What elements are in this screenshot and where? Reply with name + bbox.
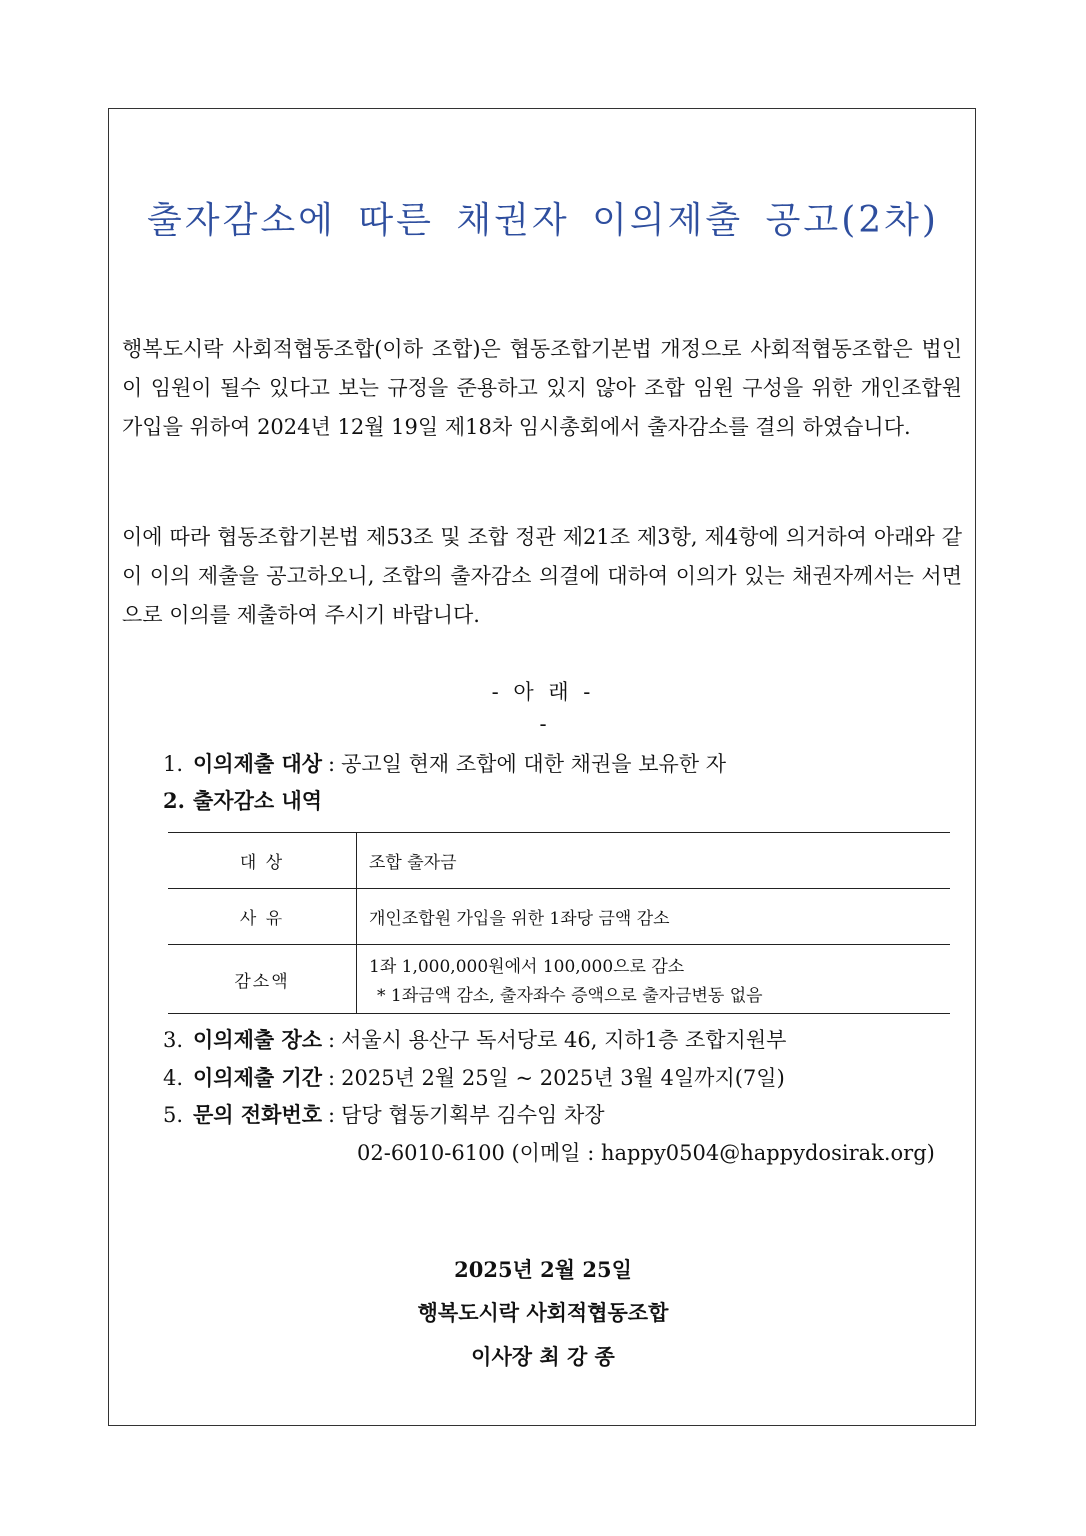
table-value-cell <box>357 945 951 1014</box>
table-row <box>168 945 950 1014</box>
table-key: 사 유 <box>168 889 357 945</box>
item-label: 이의제출 기간 <box>193 1065 323 1090</box>
item-value: 담당 협동기획부 김수임 차장 <box>341 1103 605 1127</box>
table-row <box>168 833 950 889</box>
item-separator: : <box>328 1028 336 1052</box>
item-separator: : <box>328 1066 336 1090</box>
table-key: 대 상 <box>168 833 357 889</box>
item-label: 문의 전화번호 <box>193 1102 323 1127</box>
item-objection-target <box>163 749 726 779</box>
table-key: 감소액 <box>168 945 357 1014</box>
notice-date: 2025년 2월 25일 <box>454 1257 632 1282</box>
objection-paragraph: 이에 따라 협동조합기본법 제53조 및 조합 정관 제21조 제3항, 제4항에 의거하여 아래와 같이 이의 제출을 공고하오니, 조합의 출자감소 의결에 대하여 이의가 있는 채권자께서는 서면으로 이의를 제출하여 주시기 바랍니다. <box>122 525 962 627</box>
item-objection-period <box>163 1063 785 1093</box>
item-number: 4. <box>163 1066 184 1090</box>
item-label: 출자감소 내역 <box>193 788 323 813</box>
table-note: * 1좌금액 감소, 출자좌수 증액으로 출자금변동 없음 <box>377 986 763 1006</box>
organization-name: 행복도시락 사회적협동조합 <box>417 1300 669 1325</box>
item-value: 2025년 2월 25일 ~ 2025년 3월 4일까지(7일) <box>341 1066 785 1090</box>
item-number: 5. <box>163 1103 184 1127</box>
item-contact <box>163 1100 605 1130</box>
item-value: 서울시 용산구 독서당로 46, 지하1층 조합지원부 <box>341 1028 787 1052</box>
item-objection-place <box>163 1025 786 1055</box>
item-reduction-details <box>163 786 322 816</box>
table-value: 1좌 1,000,000원에서 100,000으로 감소 <box>369 957 685 977</box>
table-row <box>168 889 950 945</box>
contact-phone-email: 02-6010-6100 (이메일 : happy0504@happydosirak.org) <box>357 1141 935 1165</box>
table-value: 개인조합원 가입을 위한 1좌당 금액 감소 <box>357 889 951 945</box>
item-separator: : <box>328 752 336 776</box>
item-number: 2. <box>163 788 185 813</box>
chairman-signature: 이사장 최 강 종 <box>471 1344 615 1369</box>
notice-title: 출자감소에 따른 채권자 이의제출 공고(2차) <box>147 200 939 241</box>
reduction-table <box>168 832 950 1014</box>
dash-mark: - <box>539 712 547 736</box>
item-separator: : <box>328 1103 336 1127</box>
item-number: 1. <box>163 752 184 776</box>
item-label: 이의제출 대상 <box>193 751 323 776</box>
item-value: 공고일 현재 조합에 대한 채권을 보유한 자 <box>341 752 727 776</box>
section-heading: - 아 래 - <box>491 680 595 704</box>
intro-paragraph: 행복도시락 사회적협동조합(이하 조합)은 협동조합기본법 개정으로 사회적협동조합은 법인이 임원이 될수 있다고 보는 규정을 준용하고 있지 않아 조합 임원 구성을 위한 개인조합원 가입을 위하여 2024년 12월 19일 제18차 임시총회에서 출자감소를 결의 하였습니다. <box>122 337 962 439</box>
table-value: 조합 출자금 <box>357 833 951 889</box>
item-number: 3. <box>163 1028 184 1052</box>
item-label: 이의제출 장소 <box>193 1027 323 1052</box>
